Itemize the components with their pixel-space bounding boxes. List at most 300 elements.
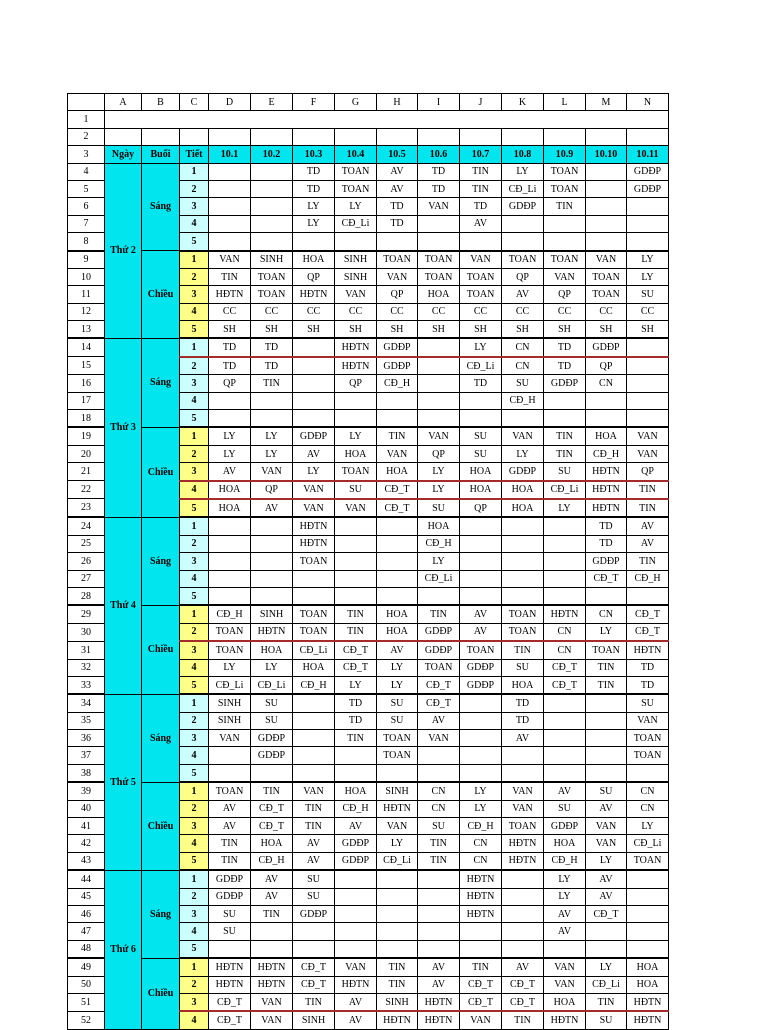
timetable-cell[interactable]: GDĐP [544, 375, 586, 392]
timetable-cell[interactable] [251, 517, 293, 535]
corner-cell[interactable] [68, 94, 105, 111]
timetable-cell[interactable] [502, 747, 544, 764]
timetable-cell[interactable]: SH [502, 321, 544, 339]
timetable-cell[interactable]: TIN [544, 198, 586, 215]
timetable-cell[interactable]: CĐ_Li [544, 481, 586, 499]
timetable-cell[interactable] [209, 570, 251, 587]
timetable-cell[interactable]: SH [209, 321, 251, 339]
timetable-cell[interactable]: CĐ_H [418, 535, 460, 552]
timetable-cell[interactable]: CN [627, 782, 669, 800]
timetable-cell[interactable]: AV [502, 958, 544, 976]
row-header-8[interactable]: 8 [68, 233, 105, 251]
timetable-cell[interactable]: VAN [586, 835, 627, 852]
sheet-cell[interactable] [460, 128, 502, 145]
timetable-cell[interactable]: TOAN [627, 747, 669, 764]
timetable-cell[interactable]: LY [502, 445, 544, 462]
timetable-cell[interactable]: TOAN [293, 605, 335, 623]
timetable-cell[interactable]: SU [544, 463, 586, 481]
period-number[interactable]: 2 [180, 976, 209, 993]
timetable-cell[interactable]: TIN [335, 730, 377, 747]
timetable-cell[interactable]: CĐ_T [418, 694, 460, 712]
timetable-cell[interactable]: CĐ_H [502, 392, 544, 409]
timetable-cell[interactable]: TIN [377, 976, 418, 993]
timetable-cell[interactable] [586, 712, 627, 729]
timetable-cell[interactable]: CĐ_T [251, 800, 293, 817]
header-class[interactable]: 10.4 [335, 146, 377, 163]
timetable-cell[interactable] [502, 553, 544, 570]
timetable-cell[interactable]: GDĐP [293, 427, 335, 445]
timetable-cell[interactable] [293, 587, 335, 605]
timetable-cell[interactable]: VAN [418, 730, 460, 747]
period-number[interactable]: 3 [180, 463, 209, 481]
period-number[interactable]: 5 [180, 764, 209, 782]
timetable-cell[interactable] [335, 233, 377, 251]
merged-title-cell[interactable] [105, 111, 669, 128]
row-header-47[interactable]: 47 [68, 923, 105, 940]
timetable-cell[interactable]: CC [251, 303, 293, 320]
timetable-cell[interactable]: HOA [377, 623, 418, 641]
timetable-cell[interactable]: CĐ_T [293, 976, 335, 993]
timetable-cell[interactable] [251, 392, 293, 409]
timetable-cell[interactable]: VAN [377, 818, 418, 835]
sheet-cell[interactable] [418, 128, 460, 145]
timetable-cell[interactable]: CN [627, 800, 669, 817]
timetable-cell[interactable] [502, 905, 544, 922]
timetable-cell[interactable]: SH [335, 321, 377, 339]
period-number[interactable]: 4 [180, 659, 209, 676]
timetable-cell[interactable] [377, 923, 418, 940]
header-session[interactable]: Buổi [142, 146, 180, 163]
row-header-33[interactable]: 33 [68, 676, 105, 694]
timetable-cell[interactable]: TIN [627, 499, 669, 517]
timetable-cell[interactable]: LY [544, 888, 586, 905]
sheet-cell[interactable] [180, 128, 209, 145]
timetable-cell[interactable]: TIN [209, 852, 251, 870]
timetable-cell[interactable]: HĐTN [586, 481, 627, 499]
timetable-cell[interactable] [335, 940, 377, 958]
timetable-cell[interactable] [418, 392, 460, 409]
timetable-cell[interactable] [209, 198, 251, 215]
period-number[interactable]: 1 [180, 427, 209, 445]
timetable-cell[interactable]: HĐTN [293, 535, 335, 552]
timetable-cell[interactable] [251, 233, 293, 251]
timetable-cell[interactable]: CĐ_Li [377, 852, 418, 870]
timetable-cell[interactable]: CN [502, 357, 544, 375]
timetable-cell[interactable] [335, 553, 377, 570]
timetable-cell[interactable]: HĐTN [377, 800, 418, 817]
timetable-cell[interactable] [460, 747, 502, 764]
timetable-cell[interactable]: HOA [293, 251, 335, 269]
column-header-A[interactable]: A [105, 94, 142, 111]
timetable-cell[interactable]: AV [209, 463, 251, 481]
timetable-cell[interactable]: TD [418, 163, 460, 180]
timetable-cell[interactable]: SU [418, 818, 460, 835]
timetable-cell[interactable]: CĐ_T [460, 993, 502, 1011]
session-label[interactable]: Sáng [142, 694, 180, 782]
timetable-cell[interactable]: SH [586, 321, 627, 339]
timetable-cell[interactable]: TIN [335, 605, 377, 623]
timetable-cell[interactable]: SH [418, 321, 460, 339]
timetable-cell[interactable] [377, 587, 418, 605]
timetable-cell[interactable]: CĐ_T [544, 659, 586, 676]
timetable-cell[interactable]: GDĐP [209, 888, 251, 905]
timetable-cell[interactable] [502, 215, 544, 232]
timetable-cell[interactable]: TD [293, 180, 335, 197]
timetable-cell[interactable]: HOA [627, 958, 669, 976]
timetable-cell[interactable] [209, 180, 251, 197]
day-label[interactable]: Thứ 6 [105, 870, 142, 1029]
period-number[interactable]: 2 [180, 535, 209, 552]
timetable-cell[interactable]: HOA [418, 517, 460, 535]
column-header-M[interactable]: M [586, 94, 627, 111]
timetable-cell[interactable]: CĐ_T [209, 993, 251, 1011]
timetable-cell[interactable] [460, 553, 502, 570]
period-number[interactable]: 2 [180, 357, 209, 375]
timetable-cell[interactable]: TIN [586, 659, 627, 676]
session-label[interactable]: Sáng [142, 517, 180, 605]
row-header-43[interactable]: 43 [68, 852, 105, 870]
timetable-cell[interactable]: TIN [251, 782, 293, 800]
timetable-cell[interactable]: TOAN [251, 286, 293, 303]
timetable-cell[interactable]: SH [251, 321, 293, 339]
timetable-cell[interactable]: CN [460, 835, 502, 852]
timetable-cell[interactable]: LY [209, 445, 251, 462]
timetable-cell[interactable]: SH [544, 321, 586, 339]
timetable-cell[interactable] [293, 730, 335, 747]
session-label[interactable]: Chiều [142, 782, 180, 870]
period-number[interactable]: 5 [180, 233, 209, 251]
timetable-cell[interactable]: LY [418, 481, 460, 499]
timetable-cell[interactable]: SU [293, 870, 335, 888]
timetable-cell[interactable]: LY [251, 427, 293, 445]
timetable-cell[interactable] [502, 587, 544, 605]
timetable-cell[interactable]: CĐ_T [335, 659, 377, 676]
timetable-cell[interactable]: TOAN [502, 818, 544, 835]
timetable-cell[interactable]: HOA [502, 676, 544, 694]
timetable-cell[interactable]: AV [418, 976, 460, 993]
row-header-31[interactable]: 31 [68, 641, 105, 659]
row-header-14[interactable]: 14 [68, 338, 105, 356]
timetable-cell[interactable]: HOA [209, 499, 251, 517]
timetable-cell[interactable]: TIN [377, 958, 418, 976]
timetable-cell[interactable] [293, 357, 335, 375]
timetable-cell[interactable]: SINH [377, 993, 418, 1011]
timetable-cell[interactable]: GDĐP [544, 818, 586, 835]
timetable-cell[interactable]: SINH [209, 712, 251, 729]
timetable-cell[interactable]: TOAN [377, 730, 418, 747]
timetable-cell[interactable]: LY [251, 445, 293, 462]
timetable-cell[interactable]: CC [586, 303, 627, 320]
timetable-cell[interactable]: QP [460, 499, 502, 517]
timetable-cell[interactable]: GDĐP [335, 852, 377, 870]
timetable-cell[interactable]: QP [544, 286, 586, 303]
sheet-cell[interactable] [142, 128, 180, 145]
period-number[interactable]: 1 [180, 958, 209, 976]
timetable-cell[interactable]: TOAN [377, 747, 418, 764]
timetable-cell[interactable]: VAN [502, 782, 544, 800]
period-number[interactable]: 5 [180, 499, 209, 517]
timetable-cell[interactable]: HOA [251, 835, 293, 852]
timetable-cell[interactable]: AV [586, 800, 627, 817]
timetable-cell[interactable]: TD [627, 659, 669, 676]
timetable-cell[interactable]: HOA [502, 499, 544, 517]
timetable-cell[interactable]: SH [627, 321, 669, 339]
timetable-cell[interactable]: AV [418, 712, 460, 729]
row-header-39[interactable]: 39 [68, 782, 105, 800]
timetable-cell[interactable]: TD [544, 338, 586, 356]
timetable-cell[interactable] [209, 392, 251, 409]
timetable-cell[interactable]: TOAN [586, 268, 627, 285]
timetable-cell[interactable]: LY [627, 251, 669, 269]
header-class[interactable]: 10.11 [627, 146, 669, 163]
timetable-cell[interactable]: AV [377, 641, 418, 659]
timetable-cell[interactable]: TIN [460, 958, 502, 976]
timetable-cell[interactable]: SU [251, 694, 293, 712]
timetable-cell[interactable] [251, 923, 293, 940]
row-header-17[interactable]: 17 [68, 392, 105, 409]
timetable-cell[interactable]: AV [293, 852, 335, 870]
period-number[interactable]: 4 [180, 1011, 209, 1029]
row-header-29[interactable]: 29 [68, 605, 105, 623]
timetable-cell[interactable]: SU [627, 694, 669, 712]
timetable-cell[interactable]: GDĐP [335, 835, 377, 852]
timetable-cell[interactable] [377, 517, 418, 535]
timetable-cell[interactable]: TOAN [460, 641, 502, 659]
timetable-cell[interactable] [418, 870, 460, 888]
timetable-cell[interactable] [377, 392, 418, 409]
header-class[interactable]: 10.5 [377, 146, 418, 163]
row-header-27[interactable]: 27 [68, 570, 105, 587]
timetable-cell[interactable] [293, 764, 335, 782]
timetable-cell[interactable] [293, 712, 335, 729]
timetable-cell[interactable]: HĐTN [293, 517, 335, 535]
timetable-cell[interactable]: QP [209, 375, 251, 392]
timetable-cell[interactable] [544, 587, 586, 605]
period-number[interactable]: 5 [180, 321, 209, 339]
row-header-5[interactable]: 5 [68, 180, 105, 197]
timetable-cell[interactable]: GDĐP [586, 553, 627, 570]
timetable-cell[interactable] [293, 694, 335, 712]
timetable-cell[interactable]: TOAN [377, 251, 418, 269]
timetable-cell[interactable]: HĐTN [460, 905, 502, 922]
period-number[interactable]: 1 [180, 605, 209, 623]
timetable-cell[interactable] [293, 233, 335, 251]
timetable-cell[interactable]: TOAN [293, 623, 335, 641]
row-header-50[interactable]: 50 [68, 976, 105, 993]
timetable-cell[interactable]: VAN [377, 268, 418, 285]
timetable-cell[interactable]: CĐ_T [335, 641, 377, 659]
timetable-cell[interactable] [293, 923, 335, 940]
timetable-cell[interactable]: LY [377, 659, 418, 676]
timetable-cell[interactable]: HĐTN [209, 286, 251, 303]
timetable-cell[interactable]: CC [544, 303, 586, 320]
column-header-G[interactable]: G [335, 94, 377, 111]
timetable-cell[interactable]: HOA [460, 463, 502, 481]
timetable-cell[interactable] [502, 888, 544, 905]
period-number[interactable]: 3 [180, 818, 209, 835]
timetable-cell[interactable] [502, 535, 544, 552]
timetable-cell[interactable]: LY [502, 163, 544, 180]
timetable-cell[interactable]: CĐ_H [627, 570, 669, 587]
timetable-cell[interactable]: SINH [251, 251, 293, 269]
timetable-cell[interactable] [293, 570, 335, 587]
timetable-cell[interactable]: HĐTN [293, 286, 335, 303]
row-header-9[interactable]: 9 [68, 251, 105, 269]
timetable-cell[interactable] [586, 392, 627, 409]
timetable-cell[interactable] [209, 163, 251, 180]
timetable-cell[interactable]: LY [335, 427, 377, 445]
timetable-cell[interactable]: TD [544, 357, 586, 375]
timetable-cell[interactable]: LY [251, 659, 293, 676]
timetable-cell[interactable]: LY [209, 659, 251, 676]
timetable-cell[interactable] [418, 375, 460, 392]
timetable-cell[interactable]: CĐ_T [586, 905, 627, 922]
timetable-cell[interactable]: HĐTN [586, 463, 627, 481]
timetable-cell[interactable] [502, 517, 544, 535]
timetable-cell[interactable]: TIN [586, 993, 627, 1011]
timetable-cell[interactable]: SU [418, 499, 460, 517]
timetable-cell[interactable] [544, 215, 586, 232]
session-label[interactable]: Sáng [142, 870, 180, 958]
timetable-cell[interactable] [627, 870, 669, 888]
column-header-L[interactable]: L [544, 94, 586, 111]
timetable-cell[interactable]: AV [251, 870, 293, 888]
timetable-cell[interactable]: QP [335, 375, 377, 392]
timetable-cell[interactable] [418, 747, 460, 764]
timetable-cell[interactable] [209, 587, 251, 605]
period-number[interactable]: 1 [180, 870, 209, 888]
row-header-20[interactable]: 20 [68, 445, 105, 462]
sheet-cell[interactable] [627, 128, 669, 145]
row-header-45[interactable]: 45 [68, 888, 105, 905]
period-number[interactable]: 5 [180, 587, 209, 605]
timetable-cell[interactable]: CĐ_T [627, 605, 669, 623]
sheet-cell[interactable] [251, 128, 293, 145]
timetable-cell[interactable]: CĐ_Li [335, 215, 377, 232]
timetable-cell[interactable]: SU [586, 782, 627, 800]
timetable-cell[interactable] [544, 747, 586, 764]
timetable-cell[interactable]: GDĐP [293, 905, 335, 922]
timetable-cell[interactable] [627, 215, 669, 232]
timetable-cell[interactable]: VAN [209, 730, 251, 747]
timetable-cell[interactable]: HĐTN [627, 993, 669, 1011]
timetable-cell[interactable]: HĐTN [251, 623, 293, 641]
column-header-C[interactable]: C [180, 94, 209, 111]
timetable-cell[interactable]: LY [627, 818, 669, 835]
timetable-cell[interactable]: HOA [544, 835, 586, 852]
timetable-cell[interactable]: SU [209, 923, 251, 940]
timetable-cell[interactable]: TIN [418, 835, 460, 852]
row-header-44[interactable]: 44 [68, 870, 105, 888]
timetable-cell[interactable]: TIN [377, 427, 418, 445]
timetable-cell[interactable]: CC [502, 303, 544, 320]
timetable-cell[interactable]: CĐ_T [377, 481, 418, 499]
timetable-cell[interactable]: CĐ_T [251, 818, 293, 835]
timetable-cell[interactable] [293, 747, 335, 764]
period-number[interactable]: 4 [180, 747, 209, 764]
timetable-cell[interactable] [377, 764, 418, 782]
row-header-42[interactable]: 42 [68, 835, 105, 852]
timetable-cell[interactable]: HOA [418, 286, 460, 303]
period-number[interactable]: 1 [180, 338, 209, 356]
timetable-cell[interactable]: SU [377, 712, 418, 729]
timetable-cell[interactable]: CC [377, 303, 418, 320]
timetable-cell[interactable]: AV [544, 923, 586, 940]
timetable-cell[interactable]: TOAN [502, 251, 544, 269]
timetable-cell[interactable]: CĐ_T [544, 676, 586, 694]
timetable-cell[interactable]: VAN [293, 481, 335, 499]
timetable-cell[interactable]: TOAN [335, 163, 377, 180]
timetable-cell[interactable]: CĐ_Li [251, 676, 293, 694]
timetable-cell[interactable]: LY [627, 268, 669, 285]
timetable-cell[interactable]: VAN [586, 818, 627, 835]
timetable-cell[interactable]: SINH [335, 251, 377, 269]
row-header-21[interactable]: 21 [68, 463, 105, 481]
timetable-cell[interactable] [251, 180, 293, 197]
timetable-cell[interactable] [586, 694, 627, 712]
row-header-12[interactable]: 12 [68, 303, 105, 320]
row-header-25[interactable]: 25 [68, 535, 105, 552]
timetable-cell[interactable]: VAN [544, 268, 586, 285]
timetable-cell[interactable]: AV [293, 445, 335, 462]
timetable-cell[interactable] [418, 215, 460, 232]
timetable-cell[interactable] [335, 905, 377, 922]
timetable-cell[interactable]: CĐ_T [586, 570, 627, 587]
timetable-cell[interactable]: VAN [544, 958, 586, 976]
timetable-cell[interactable]: QP [586, 357, 627, 375]
row-header-28[interactable]: 28 [68, 587, 105, 605]
timetable-cell[interactable]: SINH [293, 1011, 335, 1029]
timetable-cell[interactable]: LY [335, 676, 377, 694]
timetable-cell[interactable] [460, 587, 502, 605]
timetable-cell[interactable]: TIN [335, 623, 377, 641]
row-header-52[interactable]: 52 [68, 1011, 105, 1029]
timetable-cell[interactable] [460, 730, 502, 747]
period-number[interactable]: 1 [180, 694, 209, 712]
timetable-cell[interactable]: HĐTN [251, 958, 293, 976]
timetable-cell[interactable]: HĐTN [586, 499, 627, 517]
timetable-cell[interactable] [335, 535, 377, 552]
timetable-cell[interactable]: VAN [293, 499, 335, 517]
timetable-cell[interactable] [544, 410, 586, 428]
timetable-cell[interactable] [209, 517, 251, 535]
timetable-cell[interactable] [502, 940, 544, 958]
timetable-cell[interactable]: VAN [460, 251, 502, 269]
row-header-10[interactable]: 10 [68, 268, 105, 285]
period-number[interactable]: 4 [180, 835, 209, 852]
timetable-cell[interactable]: TIN [544, 445, 586, 462]
timetable-cell[interactable]: TOAN [544, 163, 586, 180]
timetable-cell[interactable]: TOAN [627, 730, 669, 747]
timetable-cell[interactable]: CĐ_Li [502, 180, 544, 197]
timetable-cell[interactable] [377, 870, 418, 888]
timetable-cell[interactable]: HĐTN [627, 1011, 669, 1029]
timetable-cell[interactable]: LY [460, 800, 502, 817]
timetable-cell[interactable]: TIN [460, 180, 502, 197]
timetable-cell[interactable] [586, 215, 627, 232]
timetable-cell[interactable]: SH [460, 321, 502, 339]
timetable-cell[interactable] [209, 215, 251, 232]
timetable-cell[interactable] [586, 163, 627, 180]
row-header-36[interactable]: 36 [68, 730, 105, 747]
timetable-cell[interactable]: QP [377, 286, 418, 303]
row-header-11[interactable]: 11 [68, 286, 105, 303]
timetable-cell[interactable] [544, 730, 586, 747]
row-header-51[interactable]: 51 [68, 993, 105, 1011]
timetable-cell[interactable] [627, 923, 669, 940]
timetable-cell[interactable]: VAN [460, 1011, 502, 1029]
timetable-cell[interactable]: TOAN [335, 463, 377, 481]
